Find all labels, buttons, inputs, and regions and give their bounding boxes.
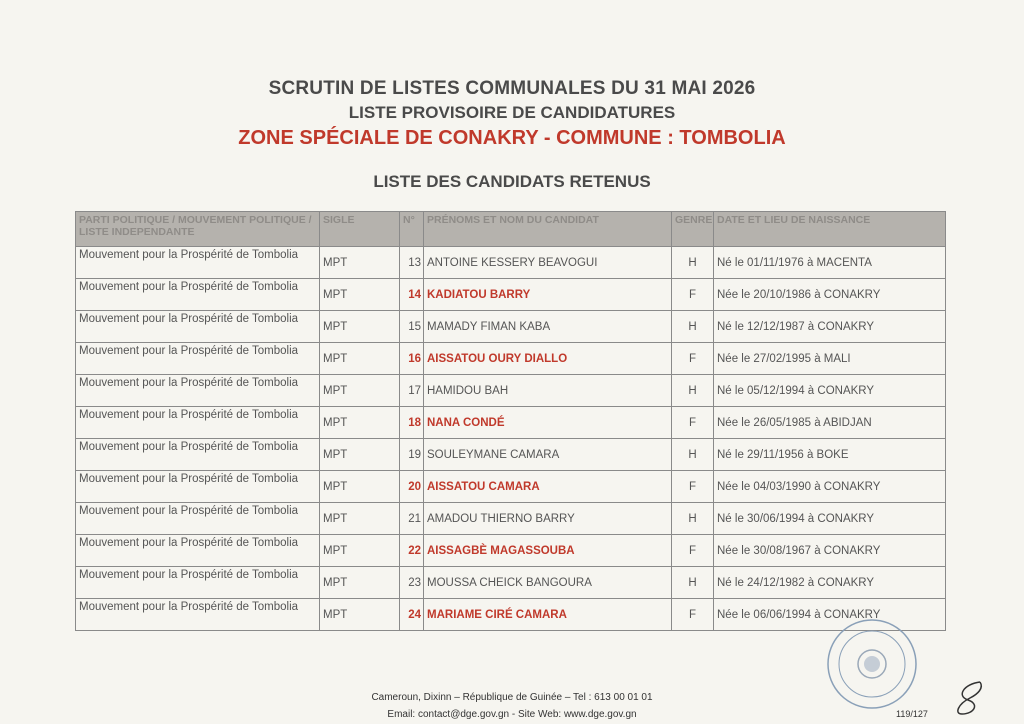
cell-sigle: MPT (320, 439, 400, 471)
cell-num: 23 (400, 567, 424, 599)
cell-birth: Né le 30/06/1994 à CONAKRY (714, 503, 946, 535)
table-row (76, 247, 946, 279)
cell-num: 13 (400, 247, 424, 279)
cell-birth: Née le 20/10/1986 à CONAKRY (714, 279, 946, 311)
cell-birth: Né le 12/12/1987 à CONAKRY (714, 311, 946, 343)
cell-name: MARIAME CIRÉ CAMARA (424, 599, 672, 631)
cell-num: 15 (400, 311, 424, 343)
cell-name: AISSATOU OURY DIALLO (424, 343, 672, 375)
cell-num: 16 (400, 343, 424, 375)
cell-num: 21 (400, 503, 424, 535)
cell-birth: Née le 26/05/1985 à ABIDJAN (714, 407, 946, 439)
col-header-num: N° (400, 212, 424, 247)
cell-num: 24 (400, 599, 424, 631)
cell-party: Mouvement pour la Prospérité de Tombolia (76, 599, 320, 631)
table-row (76, 311, 946, 343)
cell-party: Mouvement pour la Prospérité de Tombolia (76, 375, 320, 407)
title-zone-commune: ZONE SPÉCIALE DE CONAKRY - COMMUNE : TOMBOLIA (238, 127, 786, 149)
cell-party: Mouvement pour la Prospérité de Tombolia (76, 471, 320, 503)
cell-sigle: MPT (320, 407, 400, 439)
cell-name: SOULEYMANE CAMARA (424, 439, 672, 471)
cell-party: Mouvement pour la Prospérité de Tombolia (76, 279, 320, 311)
cell-sigle: MPT (320, 503, 400, 535)
cell-num: 18 (400, 407, 424, 439)
cell-sigle: MPT (320, 343, 400, 375)
cell-num: 17 (400, 375, 424, 407)
cell-party: Mouvement pour la Prospérité de Tombolia (76, 439, 320, 471)
table-row (76, 535, 946, 567)
page-number: 119/127 (896, 709, 928, 719)
cell-name: ANTOINE KESSERY BEAVOGUI (424, 247, 672, 279)
col-header-name: PRÉNOMS ET NOM DU CANDIDAT (424, 212, 672, 247)
cell-sigle: MPT (320, 279, 400, 311)
cell-name: AMADOU THIERNO BARRY (424, 503, 672, 535)
footer-address: Cameroun, Dixinn – République de Guinée – Tel : 613 00 01 01 (371, 692, 653, 703)
cell-party: Mouvement pour la Prospérité de Tombolia (76, 311, 320, 343)
table-row (76, 567, 946, 599)
cell-birth: Née le 06/06/1994 à CONAKRY (714, 599, 946, 631)
cell-genre: F (672, 407, 714, 439)
cell-party: Mouvement pour la Prospérité de Tombolia (76, 343, 320, 375)
cell-sigle: MPT (320, 247, 400, 279)
cell-name: NANA CONDÉ (424, 407, 672, 439)
cell-sigle: MPT (320, 375, 400, 407)
col-header-party: PARTI POLITIQUE / MOUVEMENT POLITIQUE / LISTE INDEPENDANTE (76, 212, 320, 247)
cell-birth: Née le 04/03/1990 à CONAKRY (714, 471, 946, 503)
cell-name: HAMIDOU BAH (424, 375, 672, 407)
col-header-birth: DATE ET LIEU DE NAISSANCE (714, 212, 946, 247)
cell-sigle: MPT (320, 311, 400, 343)
title-line-1: SCRUTIN DE LISTES COMMUNALES DU 31 MAI 2026 (268, 78, 756, 99)
table-row (76, 279, 946, 311)
table-header-row (76, 212, 946, 247)
cell-sigle: MPT (320, 567, 400, 599)
cell-birth: Né le 05/12/1994 à CONAKRY (714, 375, 946, 407)
cell-party: Mouvement pour la Prospérité de Tombolia (76, 567, 320, 599)
cell-name: AISSATOU CAMARA (424, 471, 672, 503)
cell-num: 20 (400, 471, 424, 503)
cell-party: Mouvement pour la Prospérité de Tombolia (76, 503, 320, 535)
cell-genre: H (672, 567, 714, 599)
cell-sigle: MPT (320, 535, 400, 567)
cell-genre: F (672, 535, 714, 567)
table-row (76, 503, 946, 535)
cell-genre: H (672, 247, 714, 279)
cell-sigle: MPT (320, 471, 400, 503)
cell-genre: H (672, 439, 714, 471)
cell-name: MOUSSA CHEICK BANGOURA (424, 567, 672, 599)
cell-num: 14 (400, 279, 424, 311)
cell-party: Mouvement pour la Prospérité de Tombolia (76, 247, 320, 279)
table-row (76, 407, 946, 439)
table-row (76, 471, 946, 503)
cell-genre: F (672, 279, 714, 311)
cell-birth: Né le 01/11/1976 à MACENTA (714, 247, 946, 279)
cell-genre: H (672, 503, 714, 535)
table-row (76, 343, 946, 375)
cell-num: 19 (400, 439, 424, 471)
cell-name: MAMADY FIMAN KABA (424, 311, 672, 343)
table-row (76, 439, 946, 471)
cell-genre: F (672, 599, 714, 631)
footer-contact: Email: contact@dge.gov.gn - Site Web: www.dge.gov.gn (387, 709, 637, 720)
cell-birth: Né le 24/12/1982 à CONAKRY (714, 567, 946, 599)
cell-genre: F (672, 343, 714, 375)
cell-birth: Né le 29/11/1956 à BOKE (714, 439, 946, 471)
cell-genre: F (672, 471, 714, 503)
table-row (76, 599, 946, 631)
cell-party: Mouvement pour la Prospérité de Tombolia (76, 535, 320, 567)
table-row (76, 375, 946, 407)
cell-sigle: MPT (320, 599, 400, 631)
cell-party: Mouvement pour la Prospérité de Tombolia (76, 407, 320, 439)
candidates-table (75, 211, 946, 631)
cell-num: 22 (400, 535, 424, 567)
cell-birth: Née le 27/02/1995 à MALI (714, 343, 946, 375)
cell-name: KADIATOU BARRY (424, 279, 672, 311)
col-header-genre: GENRE (672, 212, 714, 247)
cell-genre: H (672, 311, 714, 343)
cell-genre: H (672, 375, 714, 407)
table-body (76, 247, 946, 631)
col-header-sigle: SIGLE (320, 212, 400, 247)
title-line-2: LISTE PROVISOIRE DE CANDIDATURES (348, 103, 676, 122)
section-title: LISTE DES CANDIDATS RETENUS (373, 172, 651, 191)
cell-birth: Née le 30/08/1967 à CONAKRY (714, 535, 946, 567)
cell-name: AISSAGBÈ MAGASSOUBA (424, 535, 672, 567)
